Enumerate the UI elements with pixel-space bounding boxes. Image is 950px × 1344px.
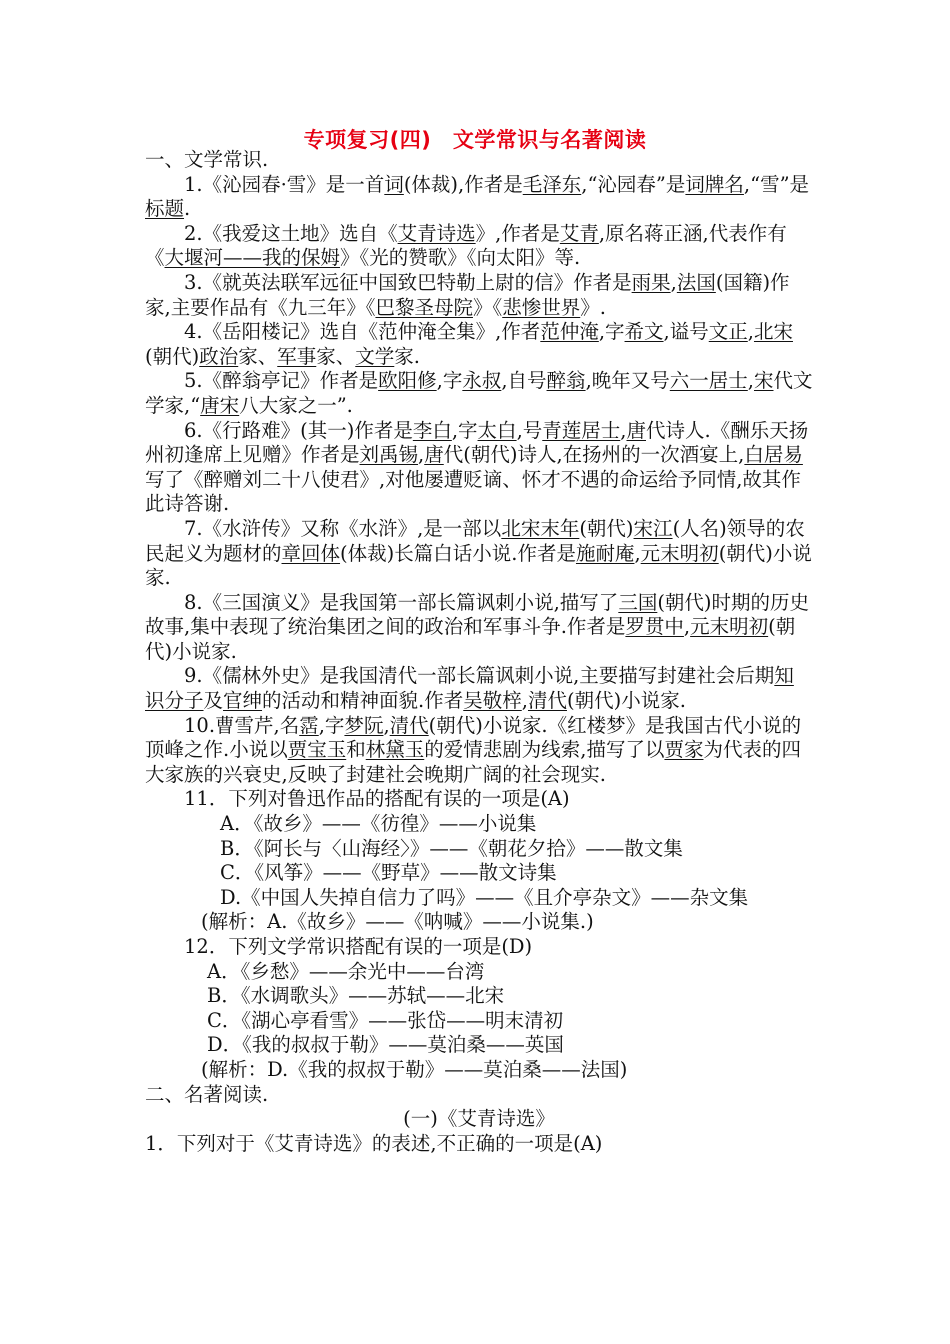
item-text: (朝代)小说家. bbox=[145, 615, 796, 663]
item-text: ,原名蒋正涵,代表作有《 bbox=[145, 221, 787, 270]
question-11-option-d: D.《中国人失掉自信力了吗》——《且介亭杂文》——杂文集 bbox=[220, 885, 749, 909]
item-text: 代文学家,“ bbox=[145, 369, 813, 417]
answer-blank: 贾家 bbox=[664, 738, 704, 762]
literature-item bbox=[145, 369, 813, 418]
answer-blank: 悲惨世界 bbox=[502, 295, 581, 319]
literature-item bbox=[145, 271, 813, 320]
answer-blank: 梦阮 bbox=[344, 713, 384, 737]
question-12-explanation: (解析：D.《我的叔叔于勒》——莫泊桑——法国) bbox=[201, 1057, 628, 1081]
answer-blank: 唐宋 bbox=[200, 393, 240, 417]
item-text: , bbox=[521, 689, 528, 713]
answer-blank: 艾青 bbox=[559, 221, 599, 245]
answer-blank: 北宋 bbox=[753, 320, 793, 344]
question-12-option-d: D．《我的叔叔于勒》——莫泊桑——英国 bbox=[207, 1033, 564, 1057]
item-text: 和 bbox=[346, 738, 366, 762]
item-text: 家、 bbox=[316, 344, 356, 368]
item-text: (体裁),作者是 bbox=[403, 172, 523, 196]
answer-blank: 范仲淹 bbox=[540, 320, 599, 344]
question-12-option-a: A．《乡愁》——余光中——台湾 bbox=[207, 959, 485, 983]
answer-blank: 希文 bbox=[624, 320, 664, 344]
item-text: 9.《儒林外史》是我国清代一部长篇讽刺小说,主要描写封建社会后期 bbox=[184, 664, 775, 688]
item-text: , bbox=[747, 369, 754, 393]
item-text: (国籍)作家,主要作品有《九三年》《 bbox=[145, 270, 790, 319]
item-text: 代诗人.《酬乐天扬州初逢席上见赠》作者是 bbox=[145, 418, 809, 467]
item-text: , bbox=[383, 713, 390, 737]
answer-blank: 巴黎圣母院 bbox=[375, 295, 473, 319]
answer-blank: 词牌名 bbox=[685, 172, 744, 196]
answer-blank: 林黛玉 bbox=[365, 738, 425, 762]
answer-blank: 知识分子 bbox=[145, 664, 794, 713]
answer-blank: 宋江 bbox=[633, 516, 673, 540]
question-11-option-c: C．《风筝》——《野草》——散文诗集 bbox=[220, 861, 557, 885]
item-text: 10.曹雪芹,名 bbox=[184, 713, 300, 737]
item-text: ,字 bbox=[436, 369, 463, 393]
page-title: 专项复习(四) 文学常识与名著阅读 bbox=[303, 128, 647, 152]
item-text: ,“沁园春”是 bbox=[581, 172, 686, 196]
literature-item bbox=[145, 591, 813, 665]
item-text: (朝代)时期的历史故事,集中表现了统治集团之间的政治和军事斗争.作者是 bbox=[145, 590, 810, 639]
item-text: ,“雪”是 bbox=[743, 172, 810, 196]
literature-item bbox=[145, 517, 813, 591]
literature-item bbox=[145, 173, 813, 222]
item-text: 8.《三国演义》是我国第一部长篇讽刺小说,描写了 bbox=[184, 590, 619, 614]
item-text: 代(朝代)诗人,在扬州的一次酒宴上, bbox=[443, 443, 745, 467]
answer-blank: 白居易 bbox=[744, 443, 803, 467]
answer-blank: 刘禹锡 bbox=[359, 443, 419, 467]
answer-blank: 李白 bbox=[412, 418, 452, 442]
item-text: . bbox=[184, 197, 191, 221]
item-text: ,字 bbox=[451, 418, 478, 442]
item-text: 》. bbox=[580, 295, 606, 319]
document-body bbox=[145, 148, 813, 1156]
answer-blank: 词 bbox=[384, 172, 404, 196]
answer-blank: 清代 bbox=[527, 689, 567, 713]
item-text: 》《光的赞歌》《向太阳》等. bbox=[340, 246, 581, 270]
answer-blank: 法国 bbox=[676, 270, 716, 294]
question-12-stem: 12．下列文学常识搭配有误的一项是(D) bbox=[184, 935, 533, 958]
question-11-explanation: (解析：A.《故乡》——《呐喊》——小说集.) bbox=[201, 910, 594, 934]
item-text: 5.《醉翁亭记》作者是 bbox=[184, 369, 379, 393]
answer-blank: 三国 bbox=[618, 590, 658, 614]
item-text: (朝代) bbox=[145, 344, 200, 368]
answer-blank: 雨果 bbox=[631, 270, 671, 294]
question-11-option-a: A．《故乡》——《彷徨》——小说集 bbox=[220, 812, 537, 836]
item-text: 3.《就英法联军远征中国致巴特勒上尉的信》作者是 bbox=[184, 270, 632, 294]
item-text: 的活动和精神面貌.作者 bbox=[262, 689, 464, 713]
question-12-option-b: B．《水调歌头》——苏轼——北宋 bbox=[207, 984, 505, 1008]
item-text: ,自号 bbox=[501, 369, 547, 393]
item-text: 7.《水浒传》又称《水浒》,是一部以 bbox=[184, 516, 502, 540]
question-last-stem: 1．下列对于《艾青诗选》的表述,不正确的一项是(A) bbox=[145, 1131, 603, 1155]
answer-blank: 施耐庵 bbox=[575, 541, 635, 565]
item-text: ,号 bbox=[516, 418, 543, 442]
literature-item bbox=[145, 714, 813, 788]
item-text: 写了《醉赠刘二十八使君》,对他屡遭贬谪、怀才不遇的命运给予同情,故其作此诗答谢. bbox=[145, 467, 801, 516]
item-text: 4.《岳阳楼记》选自《范仲淹全集》,作者 bbox=[184, 320, 541, 344]
answer-blank: 宋 bbox=[753, 369, 774, 393]
answer-blank: 艾青诗选 bbox=[397, 221, 476, 245]
answer-blank: 元末明初 bbox=[690, 615, 769, 639]
answer-blank: 吴敬梓 bbox=[463, 689, 522, 713]
literature-items bbox=[145, 173, 813, 788]
item-text: , bbox=[683, 615, 691, 639]
item-text: 6.《行路难》(其一)作者是 bbox=[184, 418, 413, 442]
item-text: 1.《沁园春·雪》是一首 bbox=[184, 172, 385, 196]
answer-blank: 文正 bbox=[708, 320, 748, 344]
subsection-heading: (一)《艾青诗选》 bbox=[403, 1107, 555, 1131]
answer-blank: 元末明初 bbox=[640, 541, 719, 565]
item-text: ,谥号 bbox=[663, 320, 709, 344]
item-text: 家、 bbox=[238, 344, 278, 368]
item-text: 八大家之一”. bbox=[239, 393, 353, 417]
answer-blank: 军事 bbox=[277, 344, 317, 368]
answer-blank: 文学 bbox=[355, 344, 395, 368]
answer-blank: 北宋末年 bbox=[501, 516, 580, 540]
section-heading: 二、名著阅读. bbox=[145, 1082, 269, 1106]
answer-blank: 唐 bbox=[626, 418, 646, 442]
answer-blank: 贾宝玉 bbox=[287, 738, 347, 762]
answer-blank: 永叔 bbox=[462, 369, 502, 393]
section-heading: 一、文学常识. bbox=[145, 148, 269, 171]
item-text: 》《 bbox=[472, 295, 503, 319]
item-text: (朝代) bbox=[579, 516, 634, 540]
literature-item bbox=[145, 320, 813, 369]
answer-blank: 罗贯中 bbox=[625, 615, 684, 639]
answer-blank: 霑 bbox=[299, 713, 319, 737]
item-text: ,字 bbox=[318, 713, 345, 737]
answer-blank: 官绅 bbox=[223, 689, 263, 713]
answer-blank: 太白 bbox=[477, 418, 517, 442]
item-text: 及 bbox=[203, 689, 224, 713]
answer-blank: 六一居士 bbox=[669, 369, 748, 393]
item-text: , bbox=[620, 418, 627, 442]
answer-blank: 醉翁 bbox=[546, 369, 586, 393]
question-12-option-c: C．《湖心亭看雪》——张岱——明末清初 bbox=[207, 1008, 564, 1032]
item-text: (朝代)小说家. bbox=[145, 541, 812, 590]
item-text: 为代表的四大家族的兴衰史,反映了封建社会晚期广阔的社会现实. bbox=[145, 738, 801, 786]
literature-item bbox=[145, 419, 813, 517]
answer-blank: 大堰河——我的保姆 bbox=[164, 246, 341, 270]
item-text: , bbox=[747, 320, 754, 344]
answer-blank: 毛泽东 bbox=[522, 172, 582, 196]
answer-blank: 政治 bbox=[199, 344, 239, 368]
item-text: (人名)领导的农民起义为题材的 bbox=[145, 516, 805, 565]
item-text: 》,作者是 bbox=[475, 221, 560, 245]
item-text: 家. bbox=[394, 344, 420, 368]
answer-blank: 清代 bbox=[389, 713, 429, 737]
item-text: (体裁)长篇白话小说.作者是 bbox=[340, 541, 576, 565]
answer-blank: 欧阳修 bbox=[378, 369, 437, 393]
item-text: , bbox=[670, 270, 677, 294]
question-11-stem: 11．下列对鲁迅作品的搭配有误的一项是(A) bbox=[184, 787, 570, 811]
item-text: ,字 bbox=[598, 320, 625, 344]
item-text: ,晚年又号 bbox=[585, 369, 670, 393]
item-text: , bbox=[634, 541, 641, 565]
answer-blank: 唐 bbox=[424, 443, 444, 467]
item-text: , bbox=[418, 443, 425, 467]
answer-blank: 青莲居士 bbox=[542, 418, 621, 442]
item-text: (朝代)小说家.《红楼梦》是我国古代小说的顶峰之作.小说以 bbox=[145, 713, 802, 762]
answer-blank: 标题 bbox=[145, 197, 185, 221]
item-text: (朝代)小说家. bbox=[566, 689, 686, 713]
item-text: 的爱情悲剧为线索,描写了以 bbox=[424, 738, 665, 762]
answer-blank: 章回体 bbox=[281, 541, 341, 565]
literature-item bbox=[145, 222, 813, 271]
item-text: 2.《我爱这土地》选自《 bbox=[184, 221, 398, 245]
literature-item bbox=[145, 664, 813, 713]
question-11-option-b: B．《阿长与〈山海经〉》——《朝花夕拾》——散文集 bbox=[220, 836, 683, 860]
